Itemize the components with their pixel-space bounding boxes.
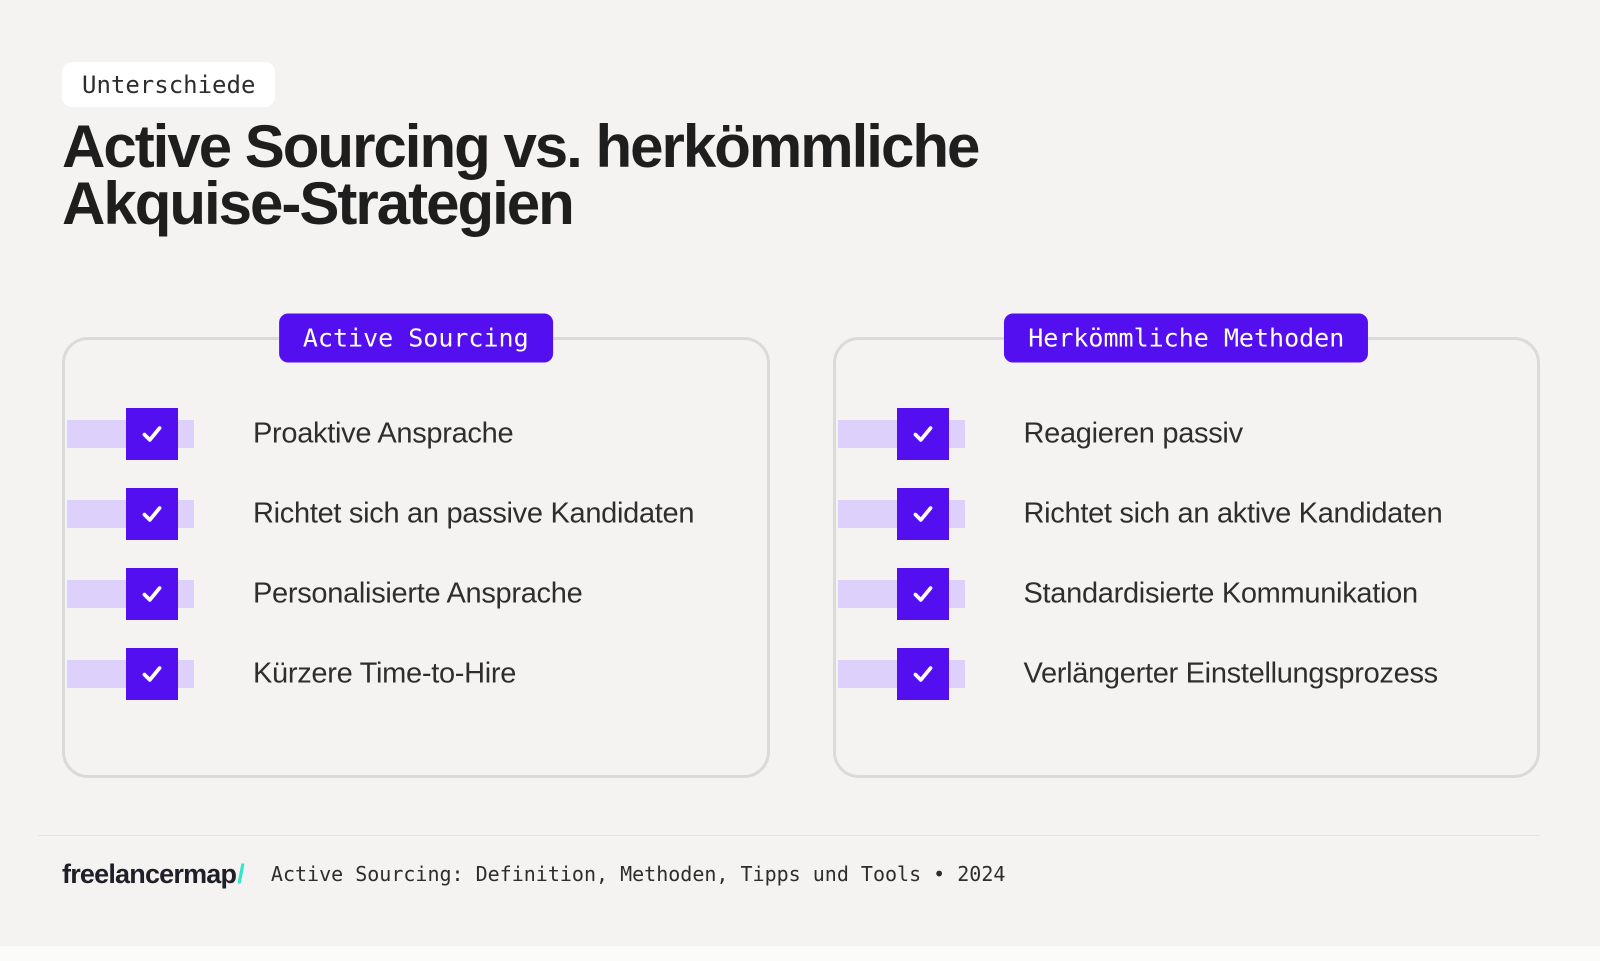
checkmark-icon bbox=[139, 581, 165, 607]
brand-logo-text: freelancermap bbox=[62, 858, 237, 889]
check-box bbox=[126, 488, 178, 540]
source-text: Active Sourcing: Definition, Methoden, Tipps und Tools • 2024 bbox=[270, 862, 1006, 886]
tag-label: Unterschiede bbox=[82, 70, 256, 99]
card-traditional-methods bbox=[833, 323, 1541, 778]
checkmark-icon bbox=[910, 421, 936, 447]
check-box bbox=[897, 488, 949, 540]
check-row bbox=[65, 568, 767, 620]
checkmark-icon bbox=[139, 501, 165, 527]
row-label: Verlängerter Einstellungsprozess bbox=[1023, 657, 1438, 690]
card-badge-traditional-methods: Herkömmliche Methoden bbox=[1004, 314, 1368, 363]
check-box bbox=[897, 568, 949, 620]
checkmark-icon bbox=[139, 661, 165, 687]
checkmark-icon bbox=[910, 661, 936, 687]
check-row bbox=[65, 488, 767, 540]
comparison-cards bbox=[62, 323, 1540, 778]
row-label: Richtet sich an passive Kandidaten bbox=[253, 497, 695, 530]
check-row bbox=[836, 408, 1538, 460]
check-box bbox=[897, 648, 949, 700]
page-title-line-2: Akquise-Strategien bbox=[62, 170, 573, 237]
row-label: Proaktive Ansprache bbox=[253, 417, 514, 450]
card-badge-active-sourcing: Active Sourcing bbox=[279, 314, 553, 363]
check-row bbox=[836, 568, 1538, 620]
checkmark-icon bbox=[910, 501, 936, 527]
row-label: Richtet sich an aktive Kandidaten bbox=[1023, 497, 1443, 530]
footer bbox=[62, 852, 1005, 896]
card-active-sourcing bbox=[62, 323, 770, 778]
check-row bbox=[65, 648, 767, 700]
checkmark-icon bbox=[910, 581, 936, 607]
check-row bbox=[836, 488, 1538, 540]
check-box bbox=[126, 568, 178, 620]
tag-badge bbox=[62, 62, 275, 107]
page-title bbox=[62, 113, 979, 237]
row-label: Reagieren passiv bbox=[1023, 417, 1243, 450]
checkmark-icon bbox=[139, 421, 165, 447]
page-title-line-1: Active Sourcing vs. herkömmliche bbox=[62, 113, 979, 180]
check-box bbox=[897, 408, 949, 460]
check-row bbox=[65, 408, 767, 460]
row-label: Personalisierte Ansprache bbox=[253, 577, 583, 610]
brand-logo-slash-icon: / bbox=[237, 858, 244, 889]
row-label: Standardisierte Kommunikation bbox=[1023, 577, 1418, 610]
check-box bbox=[126, 648, 178, 700]
bottom-strip bbox=[0, 946, 1600, 961]
row-label: Kürzere Time-to-Hire bbox=[253, 657, 517, 690]
footer-divider bbox=[38, 835, 1540, 836]
check-row bbox=[836, 648, 1538, 700]
brand-logo bbox=[62, 859, 244, 890]
check-box bbox=[126, 408, 178, 460]
